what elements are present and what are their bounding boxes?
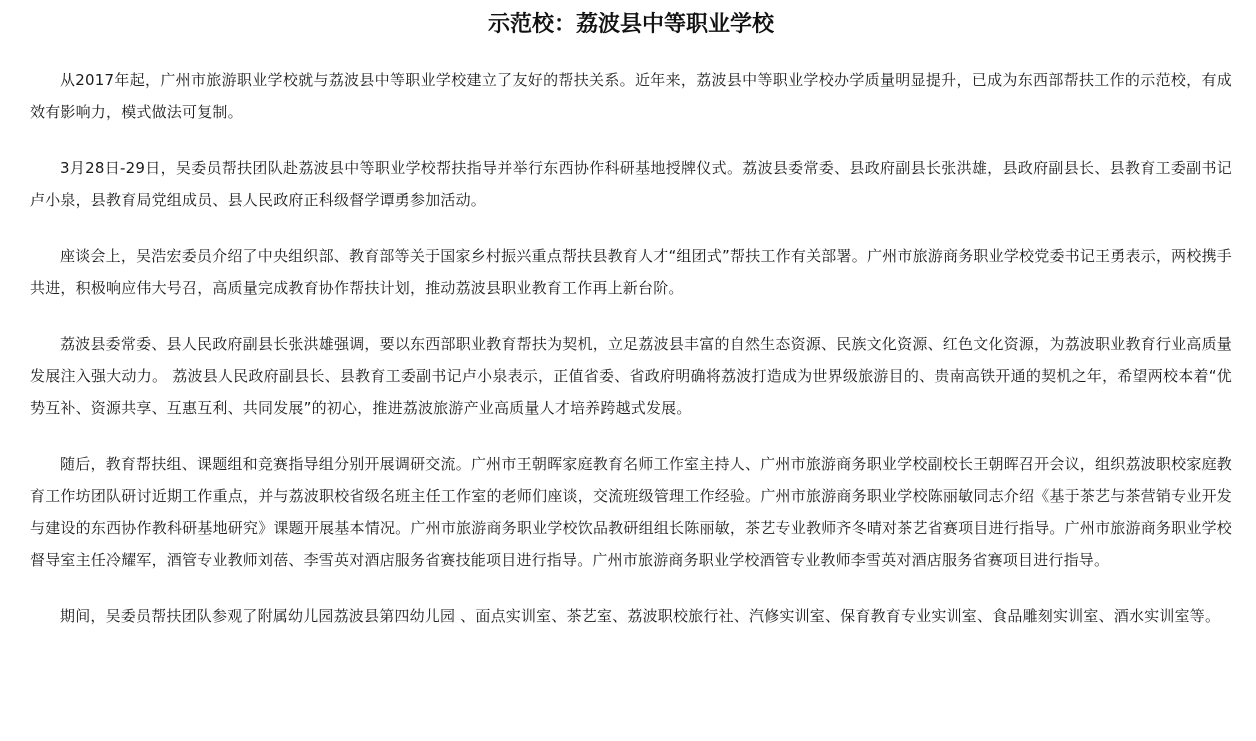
article-title: 示范校：荔波县中等职业学校 bbox=[487, 11, 774, 37]
paragraph-4: 荔波县委常委、县人民政府副县长张洪雄强调，要以东西部职业教育帮扶为契机，立足荔波县丰富的自然生态资源、民族文化资源、红色文化资源，为荔波职业教育行业高质量发展注入强大动力。 荔波县人民政府副县长、县教育工委副书记卢小泉表示，正值省委、省政府明确将荔波打造成为世界级旅游目的、贵南高铁开通的契机之年，希望两校本着“优势互补、资源共享、互惠互利、共同发展”的初心，推进荔波旅游产业高质量人才培养跨越式发展。 bbox=[30, 335, 1232, 417]
paragraph-2: 3月28日-29日，吴委员帮扶团队赴荔波县中等职业学校帮扶指导并举行东西协作科研基地授牌仪式。荔波县委常委、县政府副县长张洪雄，县政府副县长、县教育工委副书记卢小泉，县教育局党组成员、县人民政府正科级督学谭勇参加活动。 bbox=[30, 159, 1232, 209]
paragraph-5: 随后，教育帮扶组、课题组和竞赛指导组分别开展调研交流。广州市王朝晖家庭教育名师工作室主持人、广州市旅游商务职业学校副校长王朝晖召开会议，组织荔波职校家庭教育工作坊团队研讨近期工作重点，并与荔波职校省级名班主任工作室的老师们座谈，交流班级管理工作经验。广州市旅游商务职业学校陈丽敏同志介绍《基于茶艺与茶营销专业开发与建设的东西协作教科研基地研究》课题开展基本情况。广州市旅游商务职业学校饮品教研组组长陈丽敏，茶艺专业教师齐冬晴对茶艺省赛项目进行指导。广州市旅游商务职业学校督导室主任冷耀军，酒管专业教师刘蓓、李雪英对酒店服务省赛技能项目进行指导。广州市旅游商务职业学校酒管专业教师李雪英对酒店服务省赛项目进行指导。 bbox=[30, 455, 1232, 569]
paragraph-1: 从2017年起，广州市旅游职业学校就与荔波县中等职业学校建立了友好的帮扶关系。近年来，荔波县中等职业学校办学质量明显提升，已成为东西部帮扶工作的示范校，有成效有影响力，模式做法可复制。 bbox=[30, 71, 1232, 121]
paragraph-6: 期间，吴委员帮扶团队参观了附属幼儿园荔波县第四幼儿园 、面点实训室、茶艺室、荔波职校旅行社、汽修实训室、保育教育专业实训室、食品雕刻实训室、酒水实训室等。 bbox=[60, 607, 1221, 625]
paragraph-3: 座谈会上，吴浩宏委员介绍了中央组织部、教育部等关于国家乡村振兴重点帮扶县教育人才“组团式”帮扶工作有关部署。广州市旅游商务职业学校党委书记王勇表示，两校携手共进，积极响应伟大号召，高质量完成教育协作帮扶计划，推动荔波县职业教育工作再上新台阶。 bbox=[30, 247, 1232, 297]
